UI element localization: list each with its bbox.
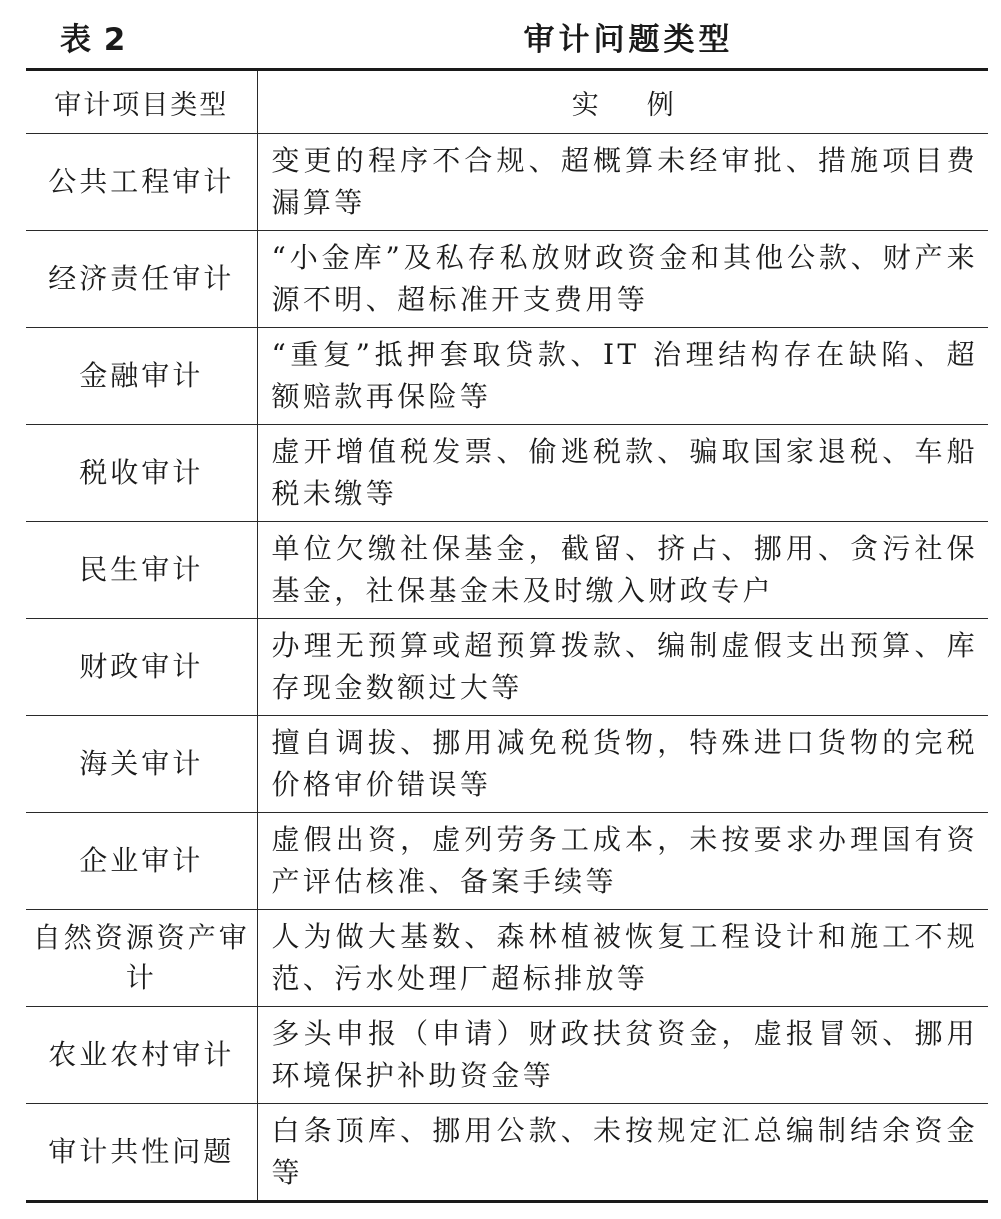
example-cell: 办理无预算或超预算拨款、编制虚假支出预算、库存现金数额过大等	[257, 619, 988, 716]
table-row	[26, 910, 988, 1007]
table-row	[26, 425, 988, 522]
example-cell: 虚假出资，虚列劳务工成本，未按要求办理国有资产评估核准、备案手续等	[257, 813, 988, 910]
audit-issue-table	[26, 68, 988, 1203]
audit-type-cell: 企业审计	[26, 813, 257, 910]
audit-type-cell: 经济责任审计	[26, 231, 257, 328]
audit-type-cell: 农业农村审计	[26, 1007, 257, 1104]
table-title: 审计问题类型	[523, 22, 734, 58]
example-cell: 白条顶库、挪用公款、未按规定汇总编制结余资金等	[257, 1104, 988, 1202]
example-cell: 虚开增值税发票、偷逃税款、骗取国家退税、车船税未缴等	[257, 425, 988, 522]
table-row	[26, 328, 988, 425]
table-row	[26, 522, 988, 619]
audit-type-cell: 海关审计	[26, 716, 257, 813]
audit-type-cell: 税收审计	[26, 425, 257, 522]
table-caption	[0, 0, 1001, 70]
table-row	[26, 619, 988, 716]
example-cell: 多头申报（申请）财政扶贫资金，虚报冒领、挪用环境保护补助资金等	[257, 1007, 988, 1104]
table-row	[26, 1104, 988, 1202]
audit-type-cell: 民生审计	[26, 522, 257, 619]
table-header-row	[26, 70, 988, 134]
example-cell: 人为做大基数、森林植被恢复工程设计和施工不规范、污水处理厂超标排放等	[257, 910, 988, 1007]
table-row	[26, 813, 988, 910]
table-row	[26, 231, 988, 328]
example-cell: 单位欠缴社保基金，截留、挤占、挪用、贪污社保基金，社保基金未及时缴入财政专户	[257, 522, 988, 619]
table-row	[26, 1007, 988, 1104]
audit-type-cell: 金融审计	[26, 328, 257, 425]
table-row	[26, 134, 988, 231]
example-cell: 变更的程序不合规、超概算未经审批、措施项目费漏算等	[257, 134, 988, 231]
audit-type-cell: 公共工程审计	[26, 134, 257, 231]
audit-type-cell: 自然资源资产审计	[26, 910, 257, 1007]
example-cell: 擅自调拔、挪用减免税货物，特殊进口货物的完税价格审价错误等	[257, 716, 988, 813]
example-cell: “重复”抵押套取贷款、IT 治理结构存在缺陷、超额赔款再保险等	[257, 328, 988, 425]
audit-type-cell: 财政审计	[26, 619, 257, 716]
table-number: 表 2	[60, 22, 127, 58]
example-cell: “小金库”及私存私放财政资金和其他公款、财产来源不明、超标准开支费用等	[257, 231, 988, 328]
audit-type-cell: 审计共性问题	[26, 1104, 257, 1202]
header-audit-type: 审计项目类型	[26, 70, 257, 134]
header-example: 实例	[257, 70, 988, 134]
table-row	[26, 716, 988, 813]
